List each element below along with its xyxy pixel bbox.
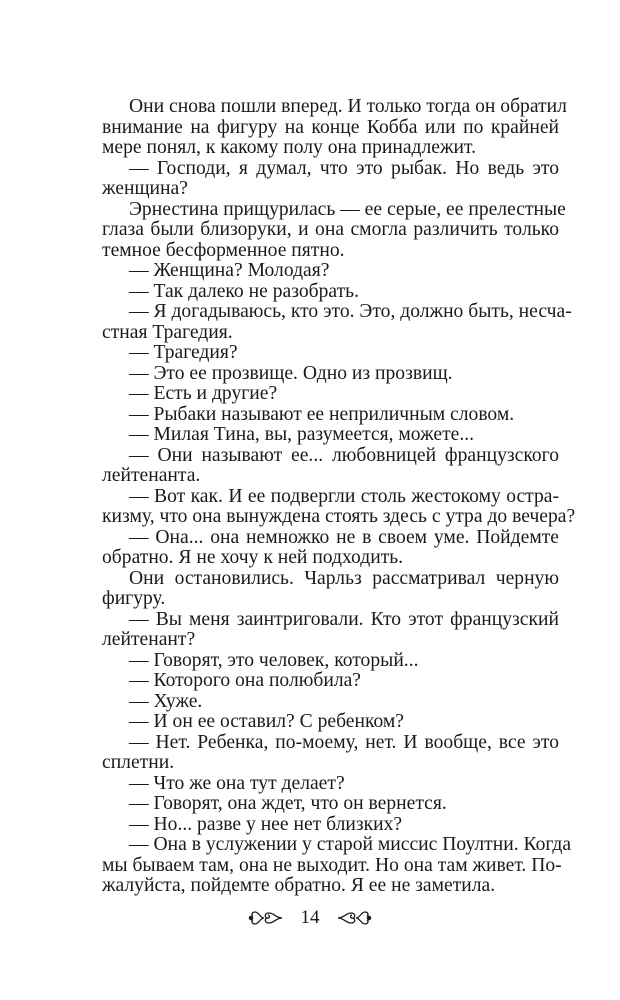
text-line: — Трагедия? — [129, 342, 238, 363]
text-line: — Рыбаки называют ее неприличным словом. — [129, 403, 515, 425]
text-line: — Вы меня заинтриговали. Кто этот французский — [129, 608, 559, 630]
text-line: — Милая Тина, вы, разумеется, можете... — [129, 424, 475, 445]
text-line: мере понял, к какому полу она принадлежит. — [102, 137, 477, 158]
text-line: — Говорят, она ждет, что он вернется. — [129, 793, 447, 814]
text-line: — Но... разве у нее нет близких? — [129, 813, 403, 835]
text-line: стная Трагедия. — [102, 321, 233, 343]
text-line: — Я догадываюсь, кто это. Это, должно быть, несча- — [129, 301, 572, 322]
text-line: — Это ее прозвище. Одно из прозвищ. — [129, 362, 453, 384]
page-number: 14 — [300, 906, 320, 928]
text-line: мы бываем там, она не выходит. Но она там живет. По- — [102, 854, 562, 876]
text-line: Они снова пошли вперед. И только тогда он обратил — [129, 96, 567, 117]
text-line: фигуру. — [102, 588, 166, 609]
text-line: кизму, что она вынуждена стоять здесь с утра до вечера? — [102, 506, 576, 527]
text-line: обратно. Я не хочу к ней подходить. — [102, 547, 404, 568]
text-line: — Говорят, это человек, который... — [129, 649, 419, 671]
text-line: сплетни. — [102, 752, 175, 773]
text-line: лейтенант? — [102, 629, 196, 650]
text-line: внимание на фигуру на конце Кобба или по крайней — [102, 116, 559, 138]
text-line: — Которого она полюбила? — [129, 670, 362, 691]
text-line: — Хуже. — [129, 690, 203, 712]
text-line: — Она... она немножко не в своем уме. Пойдемте — [129, 526, 559, 548]
text-line: — Что же она тут делает? — [129, 772, 345, 794]
fleuron-left-icon — [248, 909, 284, 927]
text-line: — Так далеко не разобрать. — [129, 280, 359, 302]
text-line: — Женщина? Молодая? — [129, 260, 330, 281]
text-line: лейтенанта. — [102, 465, 201, 486]
text-line: жалуйста, пойдемте обратно. Я ее не заметила. — [102, 875, 496, 896]
page-body — [102, 96, 576, 897]
text-line: — Вот как. И ее подвергли столь жестокому остра- — [129, 485, 559, 507]
text-line: — И он ее оставил? С ребенком? — [129, 711, 405, 732]
text-line: женщина? — [102, 178, 188, 199]
text-line: — Нет. Ребенка, по-моему, нет. И вообще, все это — [129, 731, 559, 753]
text-line: темное бесформенное пятно. — [102, 239, 345, 261]
text-line: — Господи, я думал, что это рыбак. Но ведь это — [129, 157, 559, 179]
text-line: Эрнестина прищурилась — ее серые, ее прелестные — [129, 198, 566, 220]
fleuron-right-icon — [336, 909, 372, 927]
text-line: — Она в услужении у старой миссис Поултни. Когда — [129, 834, 572, 855]
text-line: — Есть и другие? — [129, 383, 278, 404]
page-footer — [0, 905, 620, 930]
text-line: — Они называют ее... любовницей французского — [129, 444, 559, 466]
text-line: глаза были близоруки, и она смогла различить только — [102, 219, 559, 240]
text-line: Они остановились. Чарльз рассматривал черную — [129, 567, 559, 589]
